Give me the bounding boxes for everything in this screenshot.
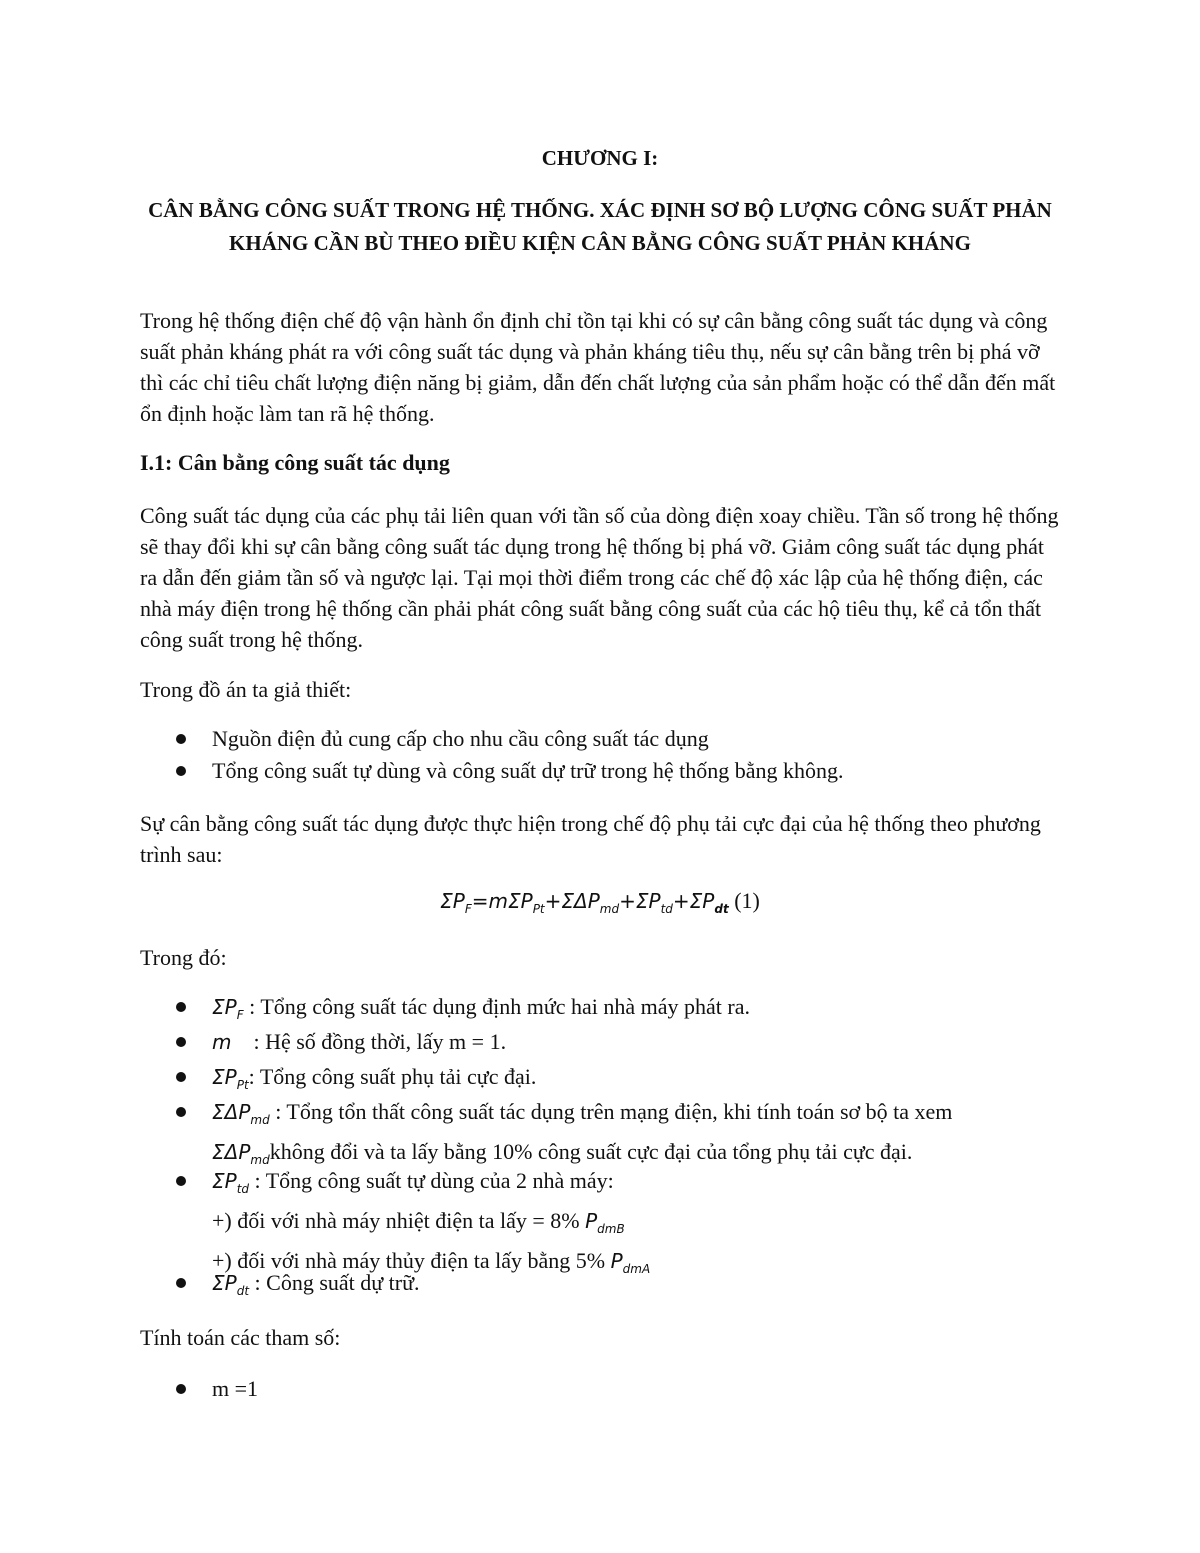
definition-text: : Tổng công suất tự dùng của 2 nhà máy: [254,1168,614,1193]
definition-item: $\Sigma P_F$ : Tổng công suất tác dụng định mức hai nhà máy phát ra. [212,994,751,1022]
bullet-icon [176,734,186,744]
m-symbol: m [212,1030,232,1054]
bullet-icon [176,1384,186,1394]
bullet-icon [176,1176,186,1186]
definition-item: $\Sigma\Delta P_{md}$ : Tổng tổn thất công suất tác dụng trên mạng điện, khi tính toán sơ bộ ta xem $\Sigma\Delta P_{md}không$ đổi và ta lấy bằng 10% công suất cực đại của tổng phụ tải cực đại. [212,1099,953,1167]
calc-intro: Tính toán các tham số: [140,1325,341,1350]
document-title: CÂN BẰNG CÔNG SUẤT TRONG HỆ THỐNG. XÁC ĐỊNH SƠ BỘ LƯỢNG CÔNG SUẤT PHẢN KHÁNG CẦN BÙ THEO ĐIỀU KIỆN CÂN BẰNG CÔNG SUẤT PHẢN KHÁNG [148,198,1052,255]
definition-text: : Tổng tổn thất công suất tác dụng trên mạng điện, khi tính toán sơ bộ ta xem [275,1099,953,1124]
definition-text: : Tổng công suất tác dụng định mức hai nhà máy phát ra. [249,994,751,1019]
balance-equation: $\Sigma P_F=m\Sigma P_{Pt}+\Sigma\Delta P_{md}+\Sigma P_{td}+\Sigma P_{dt}$ (1) [440,888,760,916]
definition-text: : Công suất dự trữ. [254,1270,420,1295]
assumption-item: Nguồn điện đủ cung cấp cho nhu cầu công suất tác dụng [212,726,709,751]
bullet-icon [176,1107,186,1117]
definition-text: không đổi và ta lấy bằng 10% công suất cực đại của tổng phụ tải cực đại. [269,1139,913,1164]
definition-item: $\Sigma P_{Pt}$: Tổng công suất phụ tải cực đại. [212,1064,537,1092]
bullet-icon [176,1278,186,1288]
bullet-icon [176,1072,186,1082]
intro-paragraph: Trong hệ thống điện chế độ vận hành ổn định chỉ tồn tại khi có sự cân bằng công suất tác dụng và công suất phản kháng phát ra với công suất tác dụng và phản kháng tiêu thụ, nếu sự cân bằng trên bị phá vỡ thì các chỉ tiêu chất lượng điện năng bị giảm, dẫn đến chất lượng của sản phẩm hoặc có thể dẫn đến mất ổn định hoặc làm tan rã hệ thống. [140,308,1056,426]
definition-text: +) đối với nhà máy thủy điện ta lấy bằng 5% [212,1248,606,1273]
definition-text: : Tổng công suất phụ tải cực đại. [248,1064,537,1089]
section-heading: I.1: Cân bằng công suất tác dụng [140,450,450,475]
calc-item: m =1 [212,1376,259,1401]
definition-item [212,1026,1062,1058]
bullet-icon [176,766,186,776]
chapter-title: CHƯƠNG I: [541,146,659,170]
section-paragraph: Công suất tác dụng của các phụ tải liên quan với tần số của dòng điện xoay chiều. Tần số trong hệ thống sẽ thay đổi khi sự cân bằng công suất tác dụng trong hệ thống bị phá vỡ. Giảm công suất tác dụng phát ra dẫn đến giảm tần số và ngược lại. Tại mọi thời điểm trong các chế độ xác lập của hệ thống điện, các nhà máy điện trong hệ thống cần phải phát công suất bằng công suất của các hộ tiêu thụ, kể cả tổn thất công suất trong hệ thống. [140,503,1059,652]
assumption-item: Tổng công suất tự dùng và công suất dự trữ trong hệ thống bằng không. [212,758,844,783]
definition-item: $\Sigma P_{dt}$ : Công suất dự trữ. [212,1270,420,1298]
where-label: Trong đó: [140,945,227,970]
balance-paragraph: Sự cân bằng công suất tác dụng được thực hiện trong chế độ phụ tải cực đại của hệ thống theo phương trình sau: [140,811,1041,867]
definition-text: : Hệ số đồng thời, lấy m = 1. [253,1029,507,1054]
assumption-intro: Trong đồ án ta giả thiết: [140,677,352,702]
definition-item: $\Sigma P_{td}$ : Tổng công suất tự dùng của 2 nhà máy: +) đối với nhà máy nhiệt điện ta lấy = 8% $P_{dmB}$ +) đối với nhà máy thủy điện ta lấy bằng 5% $P_{dmA}$ [212,1168,651,1276]
bullet-icon [176,1002,186,1012]
bullet-icon [176,1037,186,1047]
equation-number: (1) [734,888,760,913]
definition-text: +) đối với nhà máy nhiệt điện ta lấy = 8% [212,1208,580,1233]
